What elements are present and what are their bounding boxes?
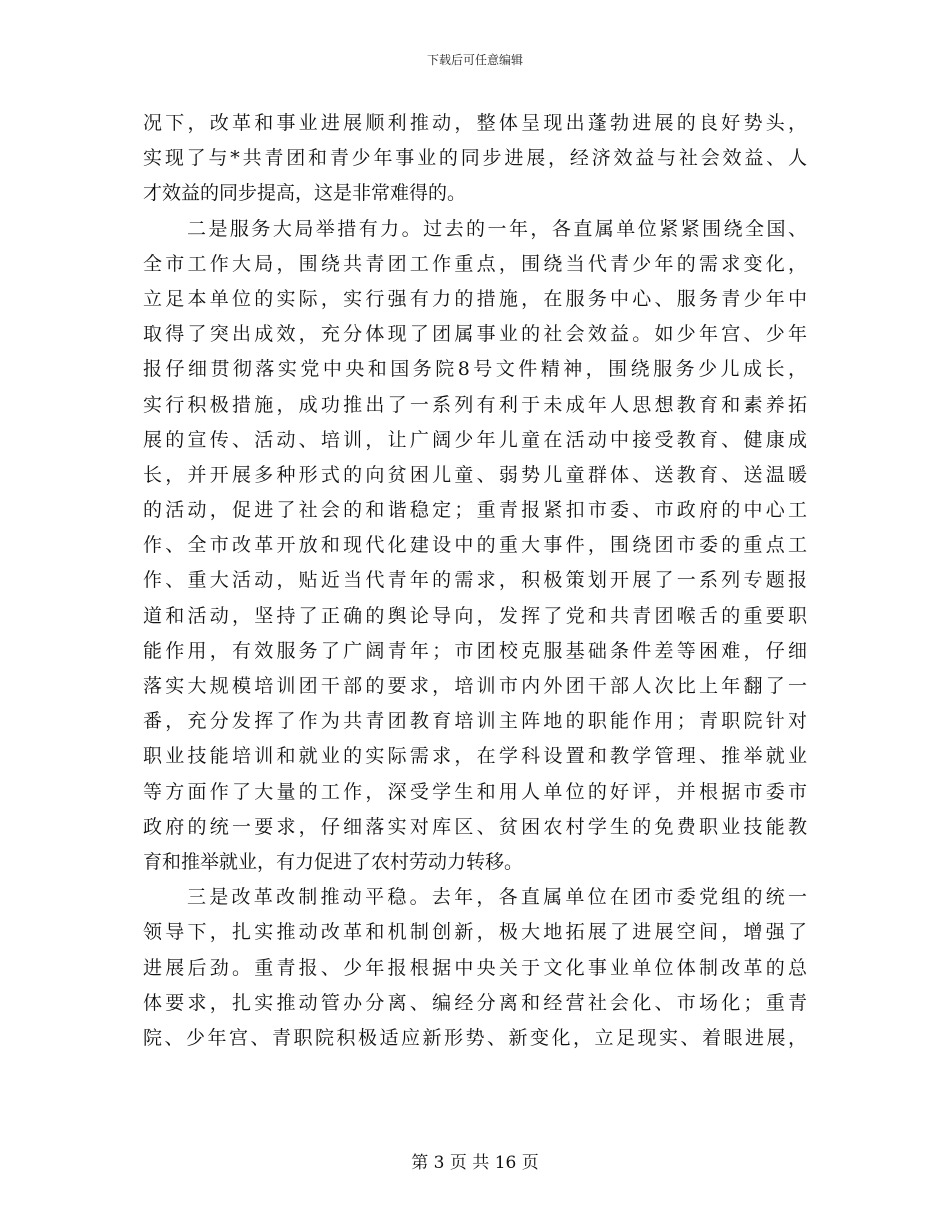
text-line: 领导下，扎实推动改革和机制创新，极大地拓展了进展空间，增强了 bbox=[143, 921, 807, 944]
text-line: 育和推举就业，有力促进了农村劳动力转移。 bbox=[143, 850, 524, 873]
text-line: 实现了与*共青团和青少年事业的同步进展，经济效益与社会效益、人 bbox=[143, 147, 807, 170]
text-line: 政府的统一要求，仔细落实对库区、贫困农村学生的免费职业技能教 bbox=[143, 815, 807, 838]
text-line: 落实大规模培训团干部的要求，培训市内外团干部人次比上年翻了一 bbox=[143, 675, 807, 697]
text-line: 展的宣传、活动、培训，让广阔少年儿童在活动中接受教育、健康成 bbox=[143, 428, 807, 451]
text-line: 番，充分发挥了作为共青团教育培训主阵地的职能作用；青职院针对 bbox=[143, 710, 807, 733]
text-line: 道和活动，坚持了正确的舆论导向，发挥了党和共青团喉舌的重要职 bbox=[143, 604, 807, 627]
text-line: 才效益的同步提高，这是非常难得的。 bbox=[143, 182, 467, 205]
text-line: 报仔细贯彻落实党中央和国务院8号文件精神，围绕服务少儿成长， bbox=[143, 358, 807, 381]
text-line: 体要求，扎实推动管办分离、编经分离和经营社会化、市场化；重青 bbox=[143, 991, 807, 1014]
text-line: 的活动，促进了社会的和谐稳定；重青报紧扣市委、市政府的中心工 bbox=[143, 499, 807, 522]
text-line: 取得了突出成效，充分体现了团属事业的社会效益。如少年宫、少年 bbox=[143, 323, 807, 346]
paragraph-start-line: 二是服务大局举措有力。过去的一年，各直属单位紧紧围绕全国、 bbox=[187, 217, 807, 240]
text-line: 全市工作大局，围绕共青团工作重点，围绕当代青少年的需求变化， bbox=[143, 252, 807, 275]
text-line: 进展后劲。重青报、少年报根据中央关于文化事业单位体制改革的总 bbox=[143, 956, 807, 979]
text-line: 作、全市改革开放和现代化建设中的重大事件，围绕团市委的重点工 bbox=[143, 534, 807, 557]
text-line: 作、重大活动，贴近当代青年的需求，积极策划开展了一系列专题报 bbox=[143, 569, 807, 592]
text-line: 能作用，有效服务了广阔青年；市团校克服基础条件差等困难，仔细 bbox=[143, 639, 807, 662]
text-line: 况下，改革和事业进展顺利推动，整体呈现出蓬勃进展的良好势头， bbox=[143, 112, 807, 134]
body-text bbox=[143, 106, 807, 1056]
paragraph-start-line: 三是改革改制推动平稳。去年，各直属单位在团市委党组的统一 bbox=[187, 886, 807, 909]
text-line: 等方面作了大量的工作，深受学生和用人单位的好评，并根据市委市 bbox=[143, 780, 807, 803]
text-line: 长，并开展多种形式的向贫困儿童、弱势儿童群体、送教育、送温暖 bbox=[143, 463, 807, 486]
text-line: 职业技能培训和就业的实际需求，在学科设置和教学管理、推举就业 bbox=[143, 745, 807, 768]
text-line: 实行积极措施，成功推出了一系列有利于未成年人思想教育和素养拓 bbox=[143, 393, 807, 416]
page-header: 下载后可任意编辑 bbox=[426, 53, 523, 67]
text-line: 院、少年宫、青职院积极适应新形势、新变化，立足现实、着眼进展， bbox=[143, 1026, 807, 1049]
text-line: 立足本单位的实际，实行强有力的措施，在服务中心、服务青少年中 bbox=[143, 287, 807, 310]
page-number: 第 3 页 共 16 页 bbox=[411, 1153, 539, 1173]
